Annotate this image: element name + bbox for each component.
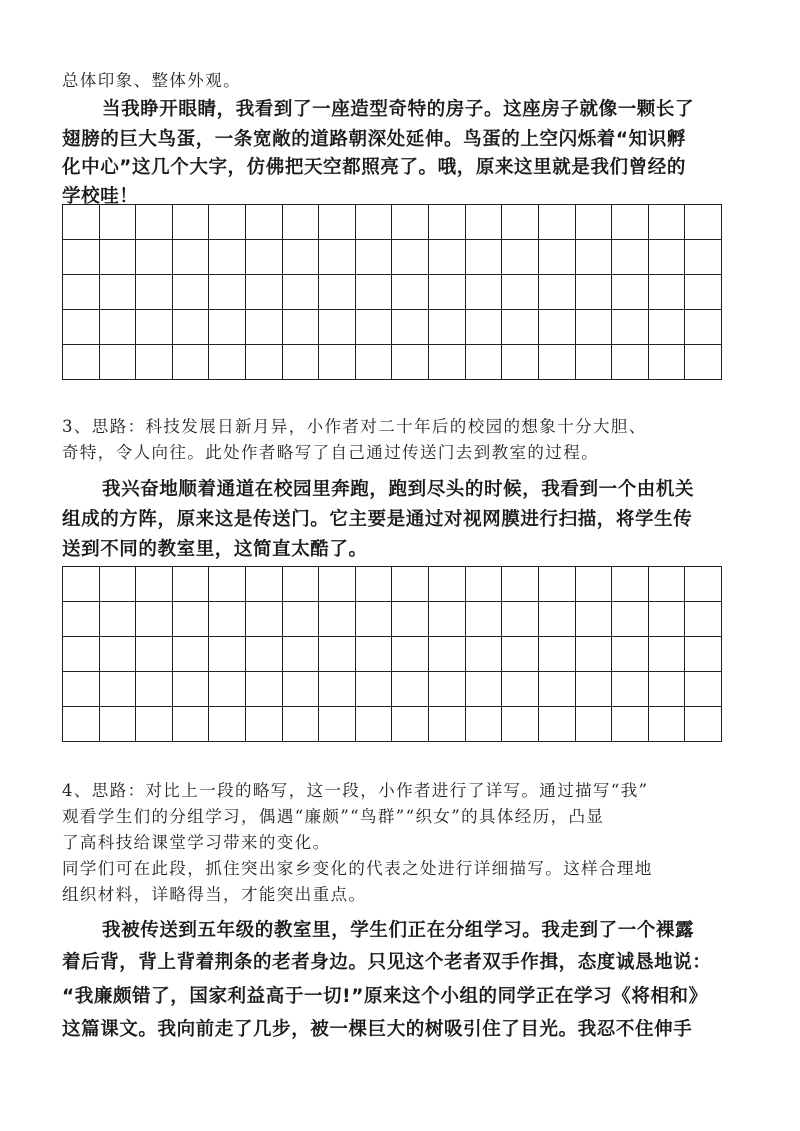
grid-cell — [429, 205, 466, 240]
grid-cell — [63, 602, 100, 637]
essay-line: 着后背，背上背着荆条的老者身边。只见这个老者双手作揖，态度诚恳地说： — [62, 952, 712, 973]
grid-cell — [63, 567, 100, 602]
essay-line: “我廉颇错了，国家利益高于一切!”原来这个小组的同学正在学习《将相和》 — [62, 986, 708, 1007]
grid-cell — [649, 275, 686, 310]
grid-cell — [502, 567, 539, 602]
grid-cell — [429, 707, 466, 742]
grid-cell — [502, 602, 539, 637]
grid-cell — [209, 707, 246, 742]
grid-cell — [539, 672, 576, 707]
grid-cell — [612, 345, 649, 380]
grid-cell — [392, 310, 429, 345]
grid-cell — [502, 205, 539, 240]
grid-cell — [466, 567, 503, 602]
essay-line: 当我睁开眼睛，我看到了一座造型奇特的房子。这座房子就像一颗长了 — [102, 99, 695, 120]
note-line: 观看学生们的分组学习，偶遇“廉颇”“鸟群”“织女”的具体经历，凸显 — [62, 807, 605, 826]
note-line: 组织材料，详略得当，才能突出重点。 — [62, 885, 367, 904]
grid-cell — [283, 240, 320, 275]
grid-cell — [392, 602, 429, 637]
grid-cell — [466, 275, 503, 310]
grid-cell — [576, 345, 613, 380]
grid-cell — [246, 240, 283, 275]
grid-cell — [502, 310, 539, 345]
grid-cell — [136, 275, 173, 310]
grid-cell — [63, 205, 100, 240]
grid-cell — [136, 672, 173, 707]
grid-cell — [649, 240, 686, 275]
grid-cell — [63, 275, 100, 310]
grid-cell — [283, 345, 320, 380]
grid-cell — [100, 637, 137, 672]
essay-line: 我被传送到五年级的教室里，学生们正在分组学习。我走到了一个裸露 — [102, 920, 695, 941]
grid-cell — [685, 205, 722, 240]
grid-cell — [502, 345, 539, 380]
grid-cell — [356, 707, 393, 742]
grid-cell — [136, 240, 173, 275]
grid-cell — [685, 345, 722, 380]
grid-cell — [136, 567, 173, 602]
grid-cell — [576, 637, 613, 672]
grid-cell — [502, 637, 539, 672]
grid-cell — [173, 567, 210, 602]
grid-cell — [319, 672, 356, 707]
note-line: 总体印象、整体外观。 — [62, 71, 241, 90]
grid-cell — [319, 602, 356, 637]
grid-cell — [649, 205, 686, 240]
grid-cell — [576, 707, 613, 742]
grid-cell — [466, 310, 503, 345]
grid-cell — [246, 567, 283, 602]
grid-cell — [429, 240, 466, 275]
grid-cell — [63, 672, 100, 707]
grid-cell — [576, 310, 613, 345]
grid-cell — [466, 637, 503, 672]
grid-cell — [319, 310, 356, 345]
grid-cell — [173, 602, 210, 637]
grid-cell — [63, 310, 100, 345]
grid-cell — [649, 637, 686, 672]
grid-cell — [173, 637, 210, 672]
grid-cell — [429, 672, 466, 707]
grid-cell — [502, 275, 539, 310]
grid-cell — [209, 345, 246, 380]
note-line: 3、思路：科技发展日新月异，小作者对二十年后的校园的想象十分大胆、 — [62, 417, 647, 436]
grid-cell — [685, 275, 722, 310]
grid-cell — [283, 275, 320, 310]
grid-cell — [612, 310, 649, 345]
grid-cell — [502, 672, 539, 707]
essay-line: 这篇课文。我向前走了几步，被一棵巨大的树吸引住了目光。我忍不住伸手 — [62, 1019, 693, 1040]
grid-cell — [246, 275, 283, 310]
grid-cell — [466, 602, 503, 637]
grid-cell — [685, 240, 722, 275]
grid-cell — [356, 275, 393, 310]
grid-cell — [502, 707, 539, 742]
grid-cell — [429, 275, 466, 310]
grid-cell — [612, 637, 649, 672]
grid-cell — [502, 240, 539, 275]
grid-cell — [392, 707, 429, 742]
grid-cell — [576, 672, 613, 707]
grid-cell — [466, 240, 503, 275]
grid-cell — [539, 310, 576, 345]
essay-line: 学校哇！ — [62, 186, 139, 207]
grid-cell — [319, 637, 356, 672]
essay-line: 我兴奋地顺着通道在校园里奔跑，跑到尽头的时候，我看到一个由机关 — [102, 479, 695, 500]
grid-cell — [685, 672, 722, 707]
grid-cell — [319, 240, 356, 275]
writing-grid — [62, 566, 722, 742]
grid-cell — [576, 205, 613, 240]
grid-cell — [392, 567, 429, 602]
grid-cell — [649, 310, 686, 345]
grid-cell — [319, 205, 356, 240]
note-line: 了高科技给课堂学习带来的变化。 — [62, 833, 331, 852]
grid-cell — [173, 240, 210, 275]
grid-cell — [356, 637, 393, 672]
grid-cell — [649, 672, 686, 707]
grid-cell — [246, 672, 283, 707]
grid-cell — [100, 672, 137, 707]
grid-cell — [136, 637, 173, 672]
note-line: 同学们可在此段，抓住突出家乡变化的代表之处进行详细描写。这样合理地 — [62, 859, 653, 878]
grid-cell — [356, 205, 393, 240]
grid-cell — [63, 707, 100, 742]
note-line: 4、思路：对比上一段的略写，这一段，小作者进行了详写。通过描写“我” — [62, 781, 649, 800]
grid-cell — [539, 205, 576, 240]
grid-cell — [612, 707, 649, 742]
grid-cell — [100, 240, 137, 275]
note-line: 奇特，令人向往。此处作者略写了自己通过传送门去到教室的过程。 — [62, 443, 599, 462]
grid-cell — [612, 240, 649, 275]
grid-cell — [246, 707, 283, 742]
grid-cell — [685, 637, 722, 672]
grid-cell — [209, 567, 246, 602]
grid-cell — [466, 345, 503, 380]
grid-cell — [429, 310, 466, 345]
grid-cell — [136, 205, 173, 240]
grid-cell — [283, 707, 320, 742]
grid-cell — [356, 567, 393, 602]
grid-cell — [649, 345, 686, 380]
grid-cell — [612, 567, 649, 602]
grid-cell — [466, 707, 503, 742]
grid-cell — [649, 707, 686, 742]
grid-cell — [283, 567, 320, 602]
grid-cell — [539, 637, 576, 672]
grid-cell — [173, 310, 210, 345]
grid-cell — [209, 205, 246, 240]
grid-cell — [356, 240, 393, 275]
grid-cell — [136, 707, 173, 742]
grid-cell — [539, 240, 576, 275]
grid-cell — [612, 602, 649, 637]
grid-cell — [173, 345, 210, 380]
grid-cell — [392, 345, 429, 380]
grid-cell — [283, 205, 320, 240]
grid-cell — [283, 672, 320, 707]
grid-cell — [100, 310, 137, 345]
grid-cell — [392, 672, 429, 707]
essay-line: 翅膀的巨大鸟蛋，一条宽敞的道路朝深处延伸。鸟蛋的上空闪烁着“知识孵 — [62, 129, 686, 150]
grid-cell — [576, 602, 613, 637]
grid-cell — [100, 602, 137, 637]
grid-cell — [100, 707, 137, 742]
grid-cell — [466, 205, 503, 240]
grid-cell — [283, 637, 320, 672]
grid-cell — [246, 637, 283, 672]
grid-cell — [100, 275, 137, 310]
grid-cell — [209, 602, 246, 637]
grid-cell — [685, 707, 722, 742]
grid-cell — [685, 310, 722, 345]
grid-cell — [173, 275, 210, 310]
grid-cell — [319, 567, 356, 602]
grid-cell — [429, 602, 466, 637]
grid-cell — [136, 602, 173, 637]
grid-cell — [100, 567, 137, 602]
essay-line: 组成的方阵，原来这是传送门。它主要是通过对视网膜进行扫描，将学生传 — [62, 509, 693, 530]
grid-cell — [63, 345, 100, 380]
grid-cell — [429, 637, 466, 672]
grid-cell — [63, 637, 100, 672]
grid-cell — [356, 602, 393, 637]
grid-cell — [539, 602, 576, 637]
grid-cell — [209, 310, 246, 345]
grid-cell — [283, 602, 320, 637]
grid-cell — [429, 345, 466, 380]
essay-line: 化中心”这几个大字，仿佛把天空都照亮了。哦，原来这里就是我们曾经的 — [62, 157, 686, 178]
grid-cell — [466, 672, 503, 707]
grid-cell — [246, 345, 283, 380]
grid-cell — [319, 345, 356, 380]
grid-cell — [392, 240, 429, 275]
grid-cell — [685, 602, 722, 637]
grid-cell — [209, 275, 246, 310]
grid-cell — [209, 672, 246, 707]
grid-cell — [100, 205, 137, 240]
grid-cell — [246, 205, 283, 240]
grid-cell — [392, 275, 429, 310]
grid-cell — [63, 240, 100, 275]
grid-cell — [173, 672, 210, 707]
grid-cell — [136, 345, 173, 380]
grid-cell — [539, 567, 576, 602]
grid-cell — [209, 240, 246, 275]
grid-cell — [319, 275, 356, 310]
grid-cell — [539, 345, 576, 380]
grid-cell — [392, 637, 429, 672]
grid-cell — [283, 310, 320, 345]
grid-cell — [539, 707, 576, 742]
grid-cell — [356, 672, 393, 707]
grid-cell — [392, 205, 429, 240]
grid-cell — [246, 310, 283, 345]
grid-cell — [356, 345, 393, 380]
grid-cell — [246, 602, 283, 637]
grid-cell — [612, 205, 649, 240]
grid-cell — [576, 240, 613, 275]
grid-cell — [173, 205, 210, 240]
grid-cell — [649, 602, 686, 637]
grid-cell — [612, 672, 649, 707]
grid-cell — [429, 567, 466, 602]
grid-cell — [136, 310, 173, 345]
grid-cell — [100, 345, 137, 380]
grid-cell — [356, 310, 393, 345]
grid-cell — [612, 275, 649, 310]
grid-cell — [685, 567, 722, 602]
grid-cell — [209, 637, 246, 672]
essay-line: 送到不同的教室里，这简直太酷了。 — [62, 539, 368, 560]
grid-cell — [576, 275, 613, 310]
writing-grid — [62, 204, 722, 380]
grid-cell — [539, 275, 576, 310]
grid-cell — [173, 707, 210, 742]
grid-cell — [319, 707, 356, 742]
grid-cell — [576, 567, 613, 602]
grid-cell — [649, 567, 686, 602]
